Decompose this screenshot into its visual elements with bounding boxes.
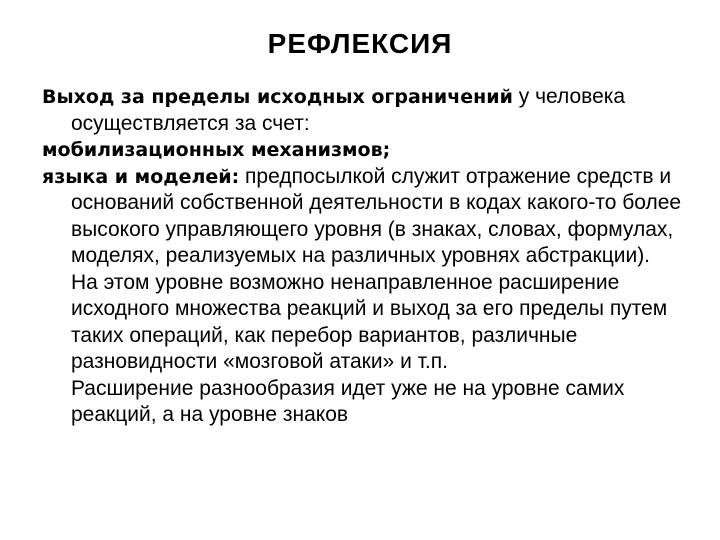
paragraph-language-models xyxy=(42,164,692,270)
paragraph-mobilization xyxy=(42,137,692,164)
paragraph-expansion xyxy=(42,376,692,429)
slide-body xyxy=(42,84,692,429)
paragraph-exit-limits xyxy=(42,84,692,137)
paragraph-mobilization-bold: мобилизационных механизмов; xyxy=(42,139,391,161)
paragraph-exit-limits-bold: Выход за пределы исходных ограничений xyxy=(42,86,513,108)
paragraph-language-models-bold: языка и моделей: xyxy=(42,165,240,188)
paragraph-language-models-text: предпосылкой служит отражение средств и оснований собственной деятельности в кодах какого-то более высокого управляющего уровня (в знаках, словах, формулах, моделях, реализуемых на различных уровнях абстракции). xyxy=(71,164,682,267)
paragraph-exit-limits-text: у человека осуществляется за счет: xyxy=(71,85,626,135)
paragraph-expansion-text: Расширение разнообразия идет уже не на уровне самих реакций, а на уровне знаков xyxy=(71,376,625,426)
paragraph-this-level xyxy=(42,270,692,376)
slide-title: РЕФЛЕКСИЯ xyxy=(267,28,453,59)
paragraph-this-level-text: На этом уровне возможно ненаправленное расширение исходного множества реакций и выход за его пределы путем таких операций, как перебор вариантов, различные разновидности «мозговой атаки» и т.п. xyxy=(71,270,668,373)
